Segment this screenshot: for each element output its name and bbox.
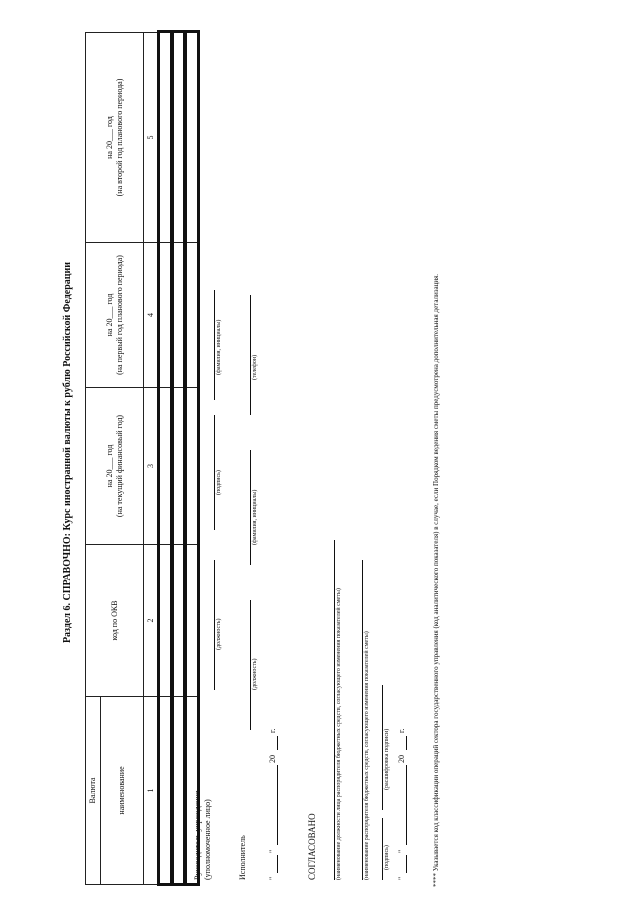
agreed-label: СОГЛАСОВАНО [307, 813, 317, 880]
agreed-position-caption: (наименование должности лица распорядителя бюджетных средств, согласующего изменения показателей сметы) [336, 588, 342, 880]
year3-header-line2: (на второй год планового периода) [114, 78, 124, 197]
currency-rate-table [85, 32, 198, 885]
agreed-date-quote-open: " [397, 876, 406, 880]
agreed-position-line[interactable] [334, 540, 335, 880]
agreed-signature-caption: (подпись) [384, 845, 390, 870]
section-title: Раздел 6. СПРАВОЧНО: Курс иностранной валюты к рублю Российской Федерации [62, 261, 73, 644]
table-row [172, 33, 185, 885]
date-day-line[interactable] [277, 855, 278, 873]
col-number-2: 2 [144, 545, 159, 697]
year3-header [86, 33, 144, 243]
agreed-org-caption: (наименование распорядителя бюджетных средств, согласующего изменения показателей сметы) [364, 631, 370, 880]
signature-caption: (подпись) [216, 470, 222, 495]
agreed-date-month-line[interactable] [406, 765, 407, 845]
agreed-date-suffix: г. [397, 728, 406, 733]
col-number-4: 4 [144, 243, 159, 388]
date-month-line[interactable] [277, 765, 278, 845]
date-quote-close: " [268, 849, 277, 853]
head-position-line[interactable] [214, 560, 215, 690]
table-cell[interactable] [172, 388, 185, 545]
agreed-date-day-line[interactable] [406, 855, 407, 873]
executor-name-caption: (фамилия, инициалы) [252, 489, 258, 545]
date-quote-open: " [268, 876, 277, 880]
agreed-date-year-prefix: 20 [397, 755, 406, 763]
agreed-date-year-line[interactable] [406, 736, 407, 750]
table-row [159, 33, 172, 885]
date-suffix: г. [268, 728, 277, 733]
agreed-name-line[interactable] [382, 685, 383, 810]
table-cell[interactable] [159, 545, 172, 697]
table-cell[interactable] [159, 33, 172, 243]
head-label: Руководитель учреждения [193, 790, 202, 880]
executor-name-line[interactable] [250, 450, 251, 565]
table-cell[interactable] [185, 33, 198, 243]
table-cell[interactable] [185, 388, 198, 545]
col-number-3: 3 [144, 388, 159, 545]
col-number-5: 5 [144, 33, 159, 243]
table-cell[interactable] [159, 243, 172, 388]
date-year-line[interactable] [277, 736, 278, 750]
head-signature-line[interactable] [214, 415, 215, 530]
year1-header-line1: на 20___ год [105, 444, 115, 488]
year1-header-line2: (на текущий финансовый год) [114, 414, 124, 518]
table-cell[interactable] [172, 243, 185, 388]
okv-code-header: код по ОКВ [86, 545, 144, 697]
table-cell[interactable] [185, 545, 198, 697]
agreed-date-quote-close: " [397, 849, 406, 853]
table-cell[interactable] [185, 243, 198, 388]
agreed-signature-line[interactable] [382, 818, 383, 880]
position-caption: (должность) [216, 618, 222, 650]
executor-position-line[interactable] [250, 600, 251, 730]
currency-group-header: Валюта [86, 697, 101, 885]
agreed-name-caption: (расшифровка подписи) [384, 728, 390, 790]
year2-header-line2: (на первый год планового периода) [114, 255, 124, 375]
table-cell[interactable] [172, 697, 185, 885]
executor-phone-line[interactable] [250, 295, 251, 415]
table-cell[interactable] [159, 697, 172, 885]
agreed-org-line[interactable] [362, 560, 363, 880]
table-cell[interactable] [172, 545, 185, 697]
table-cell[interactable] [159, 388, 172, 545]
head-sublabel: (уполномоченное лицо) [203, 799, 212, 880]
footnote: **** Указывается код классификации операций сектора государственного управления (код аналитического показателя) в случае, если Порядком ведения сметы предусмотрена дополнительная детализация. [432, 273, 440, 887]
phone-caption: (телефон) [252, 354, 258, 380]
executor-position-caption: (должность) [252, 658, 258, 690]
name-caption: (фамилия, инициалы) [216, 319, 222, 375]
head-name-line[interactable] [214, 290, 215, 400]
year1-header [86, 388, 144, 545]
year2-header-line1: на 20___ год [105, 293, 115, 337]
year3-header-line1: на 20___ год [105, 116, 115, 159]
year2-header [86, 243, 144, 388]
table-row [185, 33, 198, 885]
table-cell[interactable] [172, 33, 185, 243]
currency-name-header: наименование [101, 697, 144, 885]
col-number-1: 1 [144, 697, 159, 885]
date-year-prefix: 20 [268, 755, 277, 763]
executor-label: Исполнитель [238, 835, 247, 880]
